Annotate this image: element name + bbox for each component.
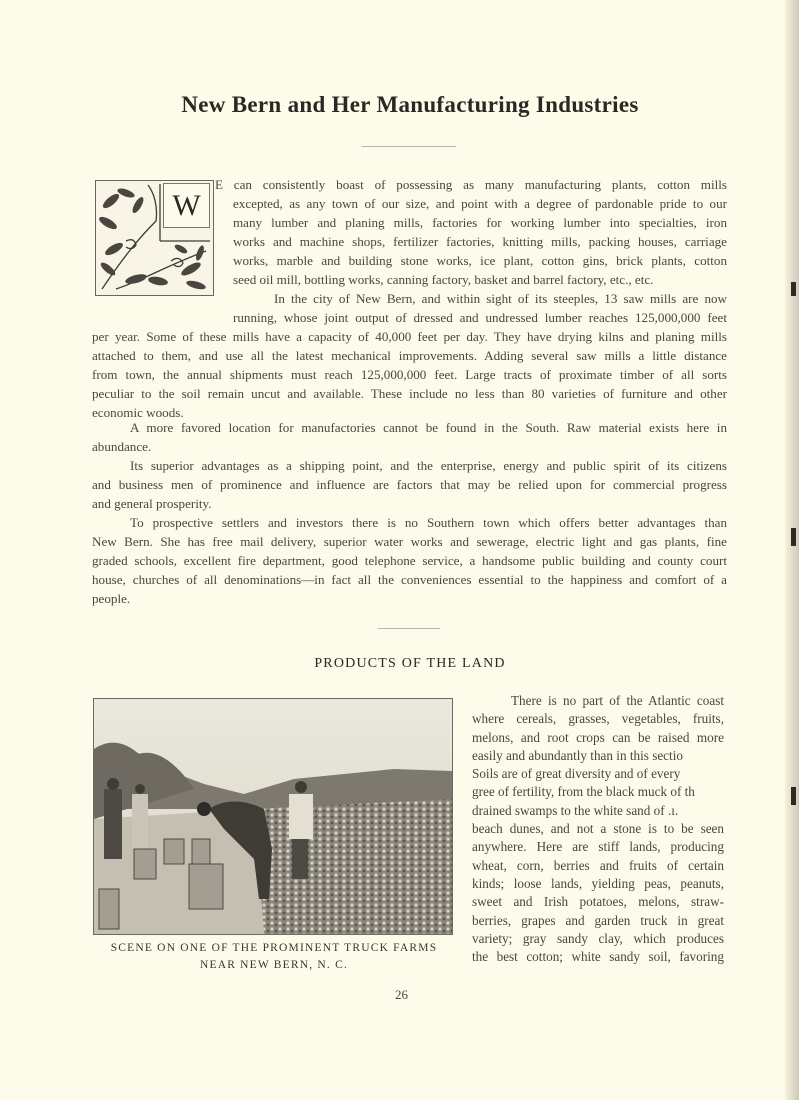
text-line: house, churches of all denominations—in fact all the conveniences essential to the happiness and comfort of a — [92, 572, 727, 587]
text-line: Soils are of great diversity and of every — [472, 766, 681, 782]
text-line: sweet and Irish potatoes, melons, straw- — [472, 894, 724, 910]
text-line: New Bern. She has free mail delivery, superior water works and sewerage, electric light and gas plants, fine — [92, 534, 727, 549]
text-line: melons, and root crops can be raised more — [472, 729, 724, 745]
text-line: peculiar to the soil remain uncut and available. These include no less than 80 varieties of furniture and other — [92, 386, 727, 401]
products-paragraph — [472, 692, 724, 966]
section-divider — [378, 628, 440, 629]
text-line: kinds; loose lands, yielding peas, peanuts, — [472, 875, 724, 891]
intro-paragraph — [215, 175, 727, 289]
text-line: many lumber and planing mills, factories for working lumber into specialties, iron — [233, 215, 727, 230]
page-number: 26 — [395, 987, 408, 1002]
text-line: works and machine shops, fertilizer factories, knitting mills, packing houses, carriage — [233, 234, 727, 249]
text-line: works, marble and building stone works, ice plant, cotton gins, brick plants, cotton — [233, 253, 727, 268]
text-line: the best cotton; white sandy soil, favoring — [472, 949, 724, 965]
text-line: E can consistently boast of possessing as many manufacturing plants, cotton mills — [215, 177, 727, 192]
text-line: people. — [92, 591, 131, 606]
binding-mark — [791, 787, 796, 805]
text-line: beach dunes, and not a stone is to be seen — [472, 821, 724, 837]
text-line: from town, the annual shipments must reach 125,000,000 feet. Large tracts of proximate timber of all sorts — [92, 367, 727, 382]
text-line: easily and abundantly than in this sectio — [472, 747, 683, 763]
text-line: economic woods. — [92, 405, 184, 420]
caption-line: NEAR NEW BERN, N. C. — [199, 959, 349, 971]
drop-cap-ornament — [95, 180, 214, 296]
text-line: berries, grapes and garden truck in great — [472, 912, 724, 928]
text-line: graded schools, excellent fire department, good telephone service, a handsome public building and county court — [92, 553, 727, 568]
text-line: There is no part of the Atlantic coast — [511, 693, 724, 708]
text-line: and general prosperity. — [92, 496, 212, 511]
binding-mark — [791, 282, 796, 296]
farm-scene-image — [94, 699, 452, 934]
binding-mark — [791, 528, 796, 546]
text-line: gree of fertility, from the black muck of th — [472, 784, 695, 800]
text-line: drained swamps to the white sand of .ı. — [472, 802, 679, 818]
advantages-paragraph — [92, 456, 727, 513]
caption-line: SCENE ON ONE OF THE PROMINENT TRUCK FARMS — [110, 942, 438, 954]
text-line: and business men of prominence and influence are factors that may be relied upon for commercial progress — [92, 477, 727, 492]
text-line: seed oil mill, bottling works, canning factory, basket and barrel factory, etc., etc. — [233, 272, 654, 287]
drop-cap-letter: W — [163, 183, 210, 228]
photo-caption — [88, 940, 460, 974]
text-line: variety; gray sandy clay, which produces — [472, 930, 724, 946]
lumber-paragraph — [92, 289, 727, 422]
text-line: Its superior advantages as a shipping point, and the enterprise, energy and public spirit of its citizens — [130, 458, 727, 473]
text-line: abundance. — [92, 439, 152, 454]
settlers-paragraph — [92, 513, 727, 608]
text-line: excepted, as any town of our size, and point with a degree of pardonable pride to our — [233, 196, 727, 211]
title-divider — [362, 146, 456, 147]
page-title: New Bern and Her Manufacturing Industries — [181, 92, 639, 117]
text-line: wheat, corn, berries and fruits of certain — [472, 857, 724, 873]
farm-photo — [93, 698, 453, 935]
text-line: running, whose joint output of dressed and undressed lumber reaches 125,000,000 feet — [233, 310, 727, 325]
text-line: attached to them, and use all the latest mechanical improvements. Adding several saw mills a little distance — [92, 348, 727, 363]
text-line: anywhere. Here are stiff lands, producing — [472, 839, 724, 855]
text-line: In the city of New Bern, and within sight of its steeples, 13 saw mills are now — [274, 291, 727, 306]
text-line: To prospective settlers and investors there is no Southern town which offers better advantages than — [130, 515, 727, 530]
page-edge — [785, 0, 799, 1100]
text-line: where cereals, grasses, vegetables, fruits, — [472, 711, 724, 727]
section-heading: PRODUCTS OF THE LAND — [314, 656, 506, 671]
text-line: per year. Some of these mills have a capacity of 40,000 feet per day. They have drying kilns and planing mills — [92, 329, 727, 344]
location-paragraph — [92, 418, 727, 456]
text-line: A more favored location for manufactories cannot be found in the South. Raw material exists here in — [130, 420, 727, 435]
